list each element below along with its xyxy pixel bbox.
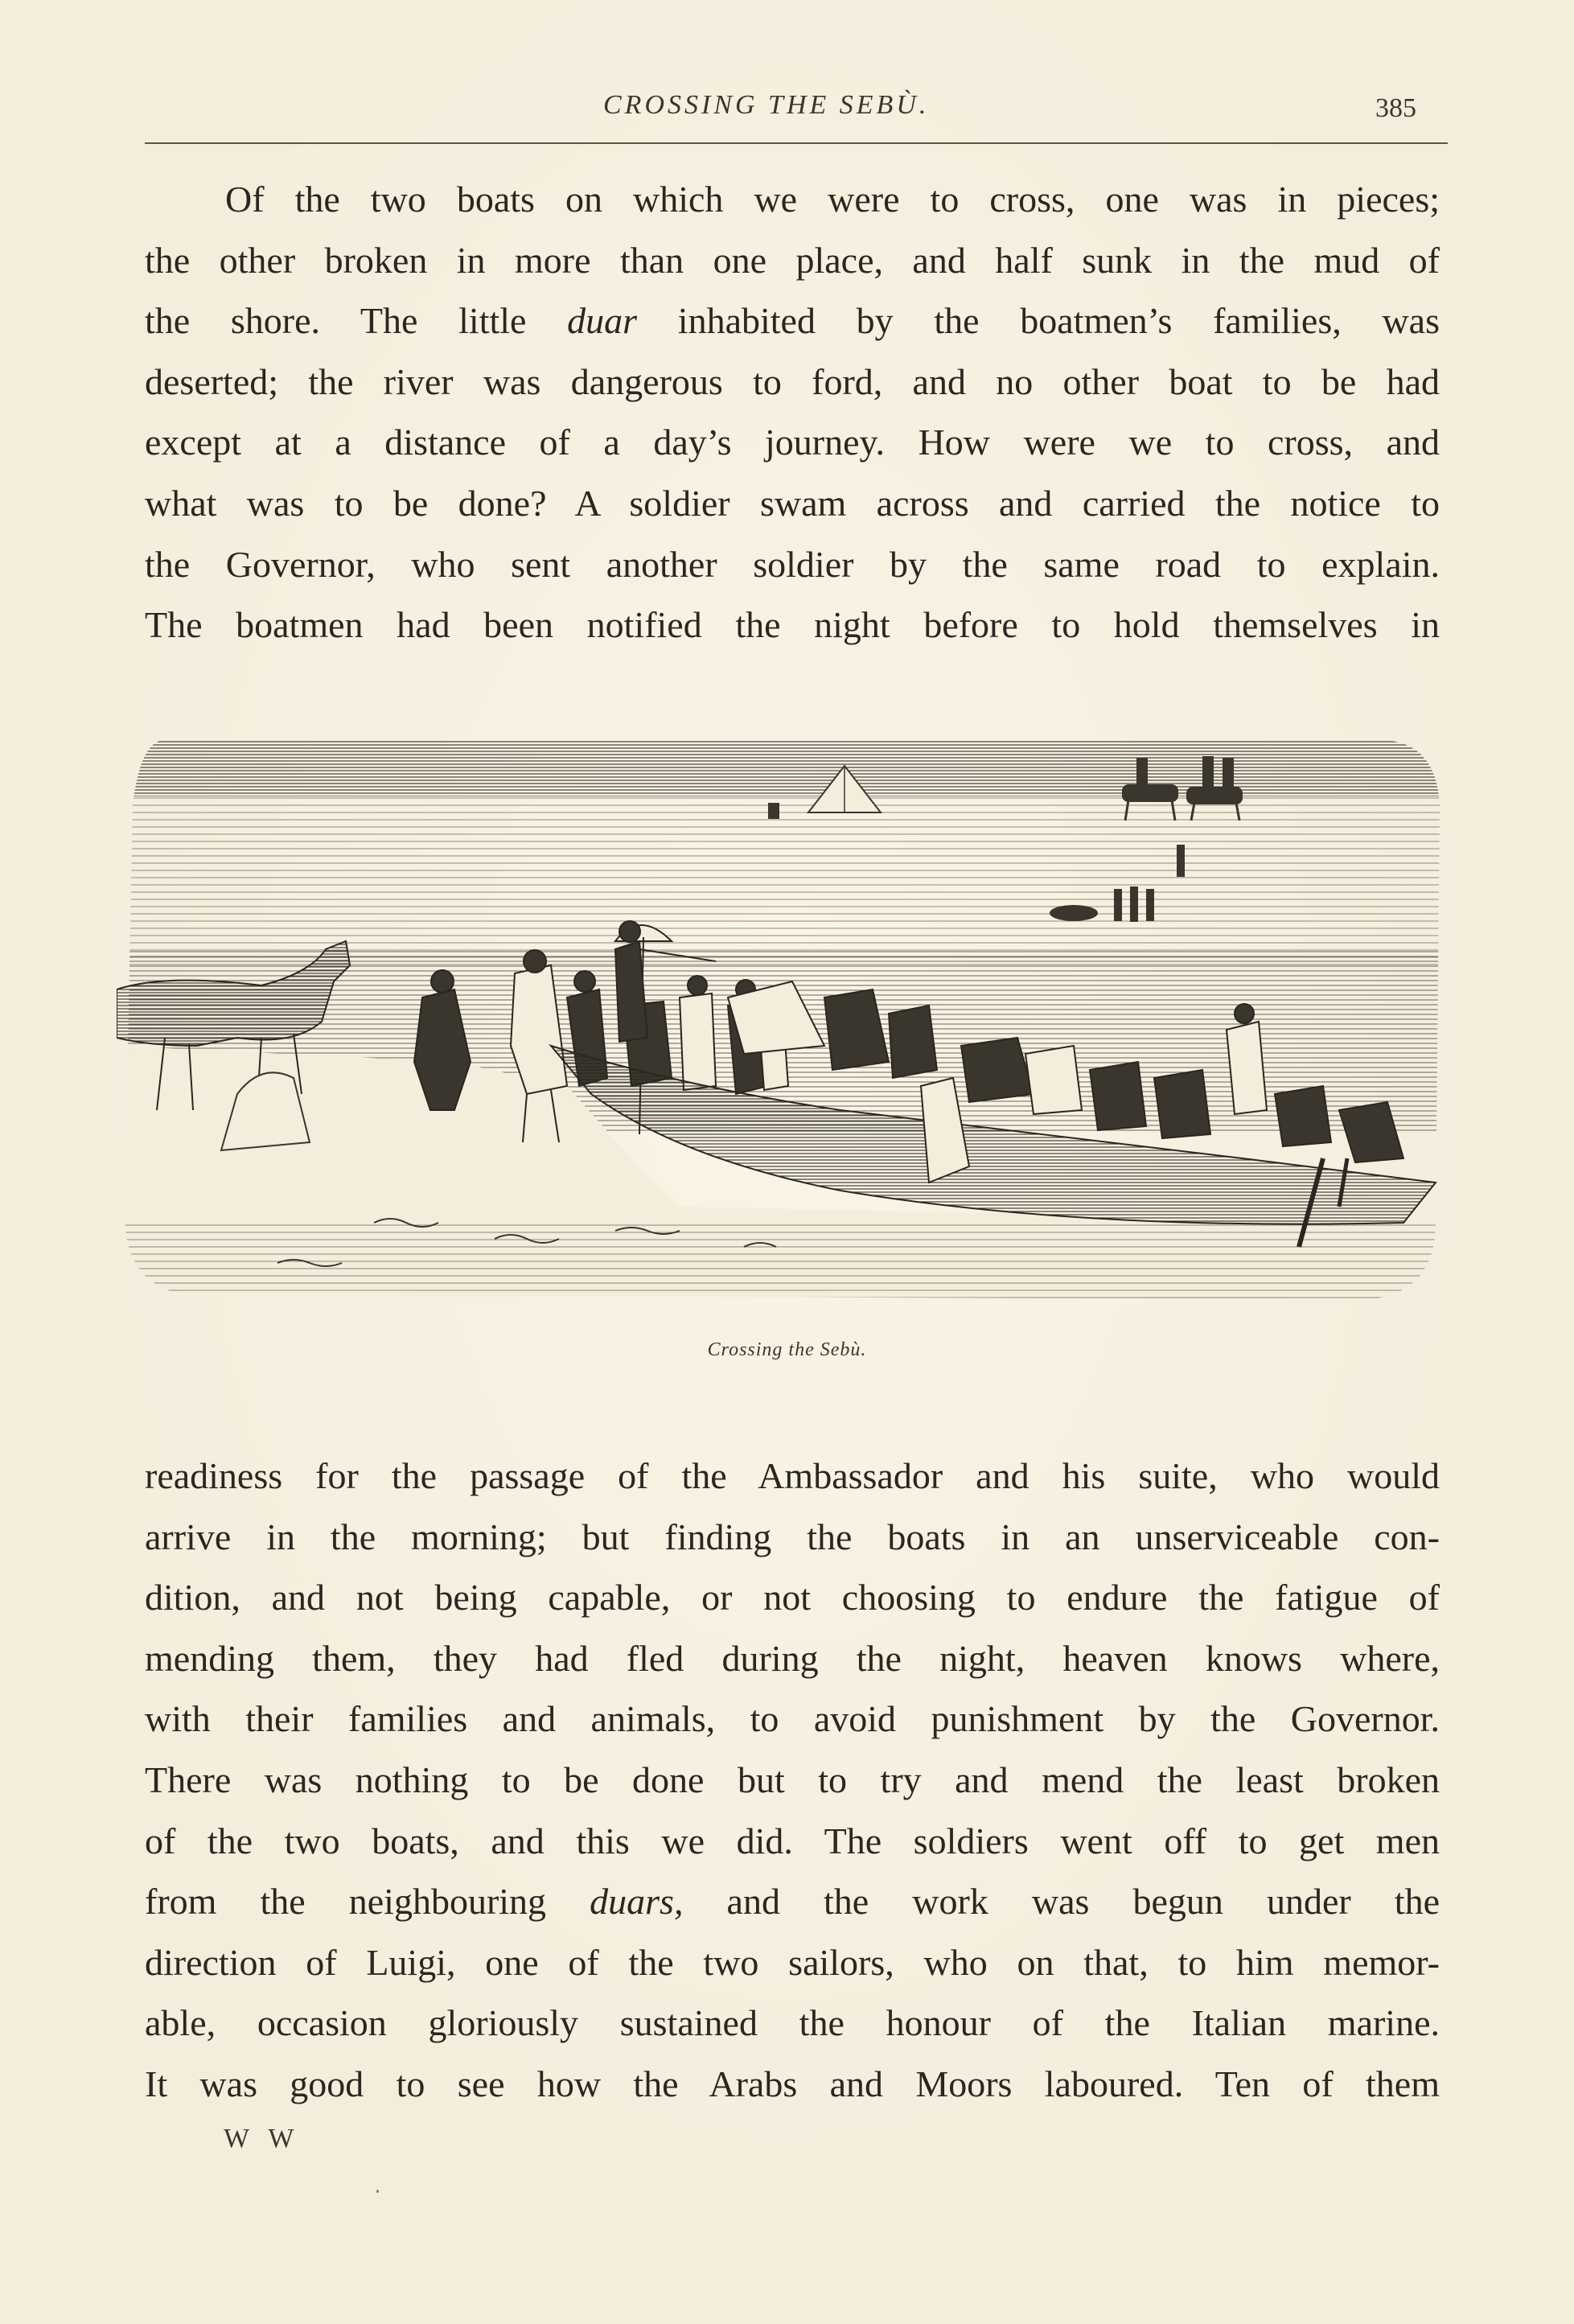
italic-word: duar: [567, 300, 638, 342]
text-fragment: inhabited by the boatmen’s families, was: [637, 300, 1440, 342]
text-fragment: and the work was begun under the: [683, 1881, 1440, 1923]
signature-mark: W W: [224, 2124, 301, 2153]
italic-word: duars,: [590, 1881, 684, 1923]
header-rule: [145, 142, 1448, 144]
engraving-illustration: [117, 708, 1444, 1315]
text-line: readiness for the passage of the Ambassador and his suite, who would: [145, 1455, 1440, 1496]
figure-caption: Crossing the Sebù.: [707, 1339, 867, 1360]
text-fragment: from the neighbouring: [145, 1881, 590, 1923]
text-line: direction of Luigi, one of the two sailors, who on that, to him memor-: [145, 1941, 1440, 1983]
paragraph-top: [145, 169, 1440, 656]
foreground-hatching: [117, 1223, 1444, 1315]
page-number: 385: [1375, 93, 1416, 123]
text-line: dition, and not being capable, or not choosing to endure the fatigue of: [145, 1577, 1440, 1619]
text-line: The boatmen had been notified the night before to hold themselves in: [145, 604, 1440, 646]
paper-speck: [376, 2190, 379, 2193]
sky-hatching: [117, 708, 1444, 796]
text-fragment: the shore. The little: [145, 300, 568, 342]
paragraph-bottom: [145, 1446, 1440, 2115]
text-line: with their families and animals, to avoid punishment by the Governor.: [145, 1698, 1440, 1740]
text-line: Of the two boats on which we were to cross, one was in pieces;: [225, 179, 1440, 220]
text-line: the other broken in more than one place, and half sunk in the mud of: [145, 239, 1440, 281]
text-line: It was good to see how the Arabs and Moors laboured. Ten of them: [145, 2063, 1440, 2104]
text-line: There was nothing to be done but to try and mend the least broken: [145, 1758, 1440, 1800]
text-line: mending them, they had fled during the night, heaven knows where,: [145, 1637, 1440, 1679]
text-line: able, occasion gloriously sustained the honour of the Italian marine.: [145, 2002, 1440, 2044]
text-line: the Governor, who sent another soldier by the same road to explain.: [145, 543, 1440, 585]
plain-hatching: [117, 796, 1444, 965]
text-line: [145, 1871, 1440, 1932]
text-line: deserted; the river was dangerous to ford, and no other boat to be had: [145, 360, 1440, 402]
text-line: arrive in the morning; but finding the boats in an unserviceable con-: [145, 1516, 1440, 1557]
text-line: [145, 290, 1440, 352]
text-line: of the two boats, and this we did. The soldiers went off to get men: [145, 1820, 1440, 1861]
running-head: [0, 90, 1574, 130]
text-line: what was to be done? A soldier swam across and carried the notice to: [145, 482, 1440, 524]
text-line: except at a distance of a day’s journey. How were we to cross, and: [145, 422, 1440, 463]
running-title: CROSSING THE SEBÙ.: [603, 90, 930, 120]
